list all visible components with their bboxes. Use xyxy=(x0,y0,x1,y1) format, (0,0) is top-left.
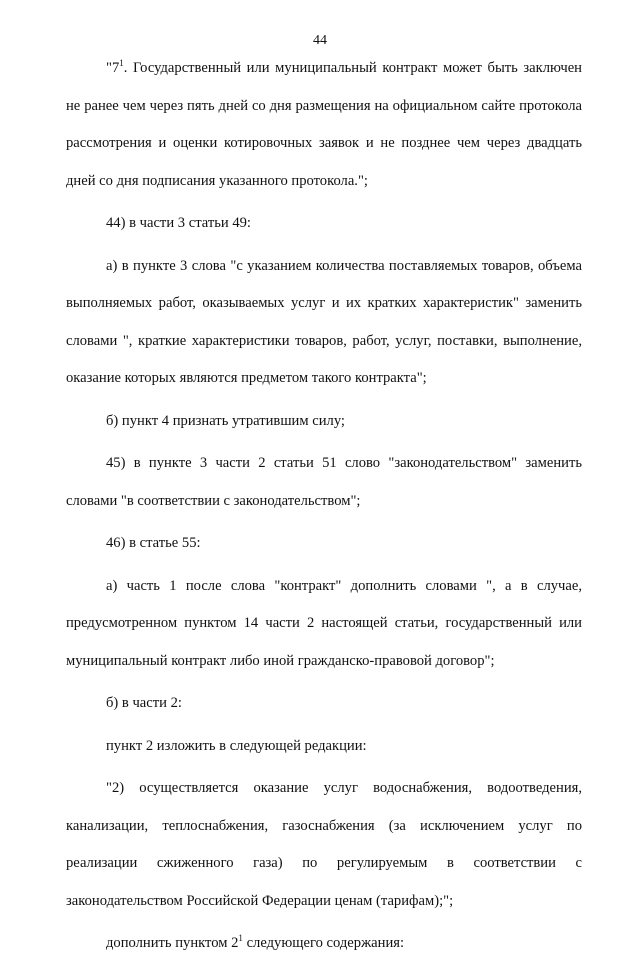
paragraph-point-2: пункт 2 изложить в следующей редакции: xyxy=(106,737,367,754)
paragraph-7-1 xyxy=(66,50,582,200)
paragraph-46-b: б) в части 2: xyxy=(106,695,182,711)
superscript: 1 xyxy=(238,933,243,943)
paragraph-44-a: а) в пункте 3 слова "с указанием количества поставляемых товаров, объема выполняемых работ, оказываемых услуг и их кратких характеристик" заменить словами ", краткие характеристики товаров, работ, услуг, поставки, выполнение, оказание которых являются предметом такого контракта"; xyxy=(66,257,582,386)
paragraph-text: дополнить пунктом 2 xyxy=(106,935,239,951)
paragraph-45: 45) в пункте 3 части 2 статьи 51 слово "законодательством" заменить словами "в соответствии с законодательством"; xyxy=(66,455,582,509)
paragraph-46-a: а) часть 1 после слова "контракт" дополнить словами ", а в случае, предусмотренном пунктом 14 части 2 настоящей статьи, государственный или муниципальный контракт либо иной гражданско-правовой договор"; xyxy=(66,577,582,669)
paragraph-text: "2) осуществляется оказание услуг водоснабжения, водоотведения, канализации, теплоснабжения, газоснабжения (за исключением услуг по реализации сжиженного газа) по регулируемым в соответствии с xyxy=(66,780,582,871)
paragraph-text: "7 xyxy=(106,60,120,76)
document-body xyxy=(66,50,582,963)
paragraph-46: 46) в статье 55: xyxy=(106,535,201,551)
paragraph-text: законодательством Российской Федерации ценам (тарифам);"; xyxy=(66,892,454,909)
paragraph-point-2-text xyxy=(66,770,582,920)
paragraph-point-2-1 xyxy=(66,925,582,963)
paragraph-44: 44) в части 3 статьи 49: xyxy=(106,215,251,231)
page-number: 44 xyxy=(313,33,327,48)
superscript: 1 xyxy=(119,58,124,68)
paragraph-44-b: б) пункт 4 признать утратившим силу; xyxy=(106,412,345,429)
paragraph-text: . Государственный или муниципальный контракт может быть заключен не ранее чем через пять дней со дня размещения на официальном сайте протокола рассмотрения и оценки котировочных заявок и не позднее чем через двадцать дней со дня подписания указанного протокола."; xyxy=(66,60,582,189)
paragraph-text: следующего содержания: xyxy=(242,935,405,951)
